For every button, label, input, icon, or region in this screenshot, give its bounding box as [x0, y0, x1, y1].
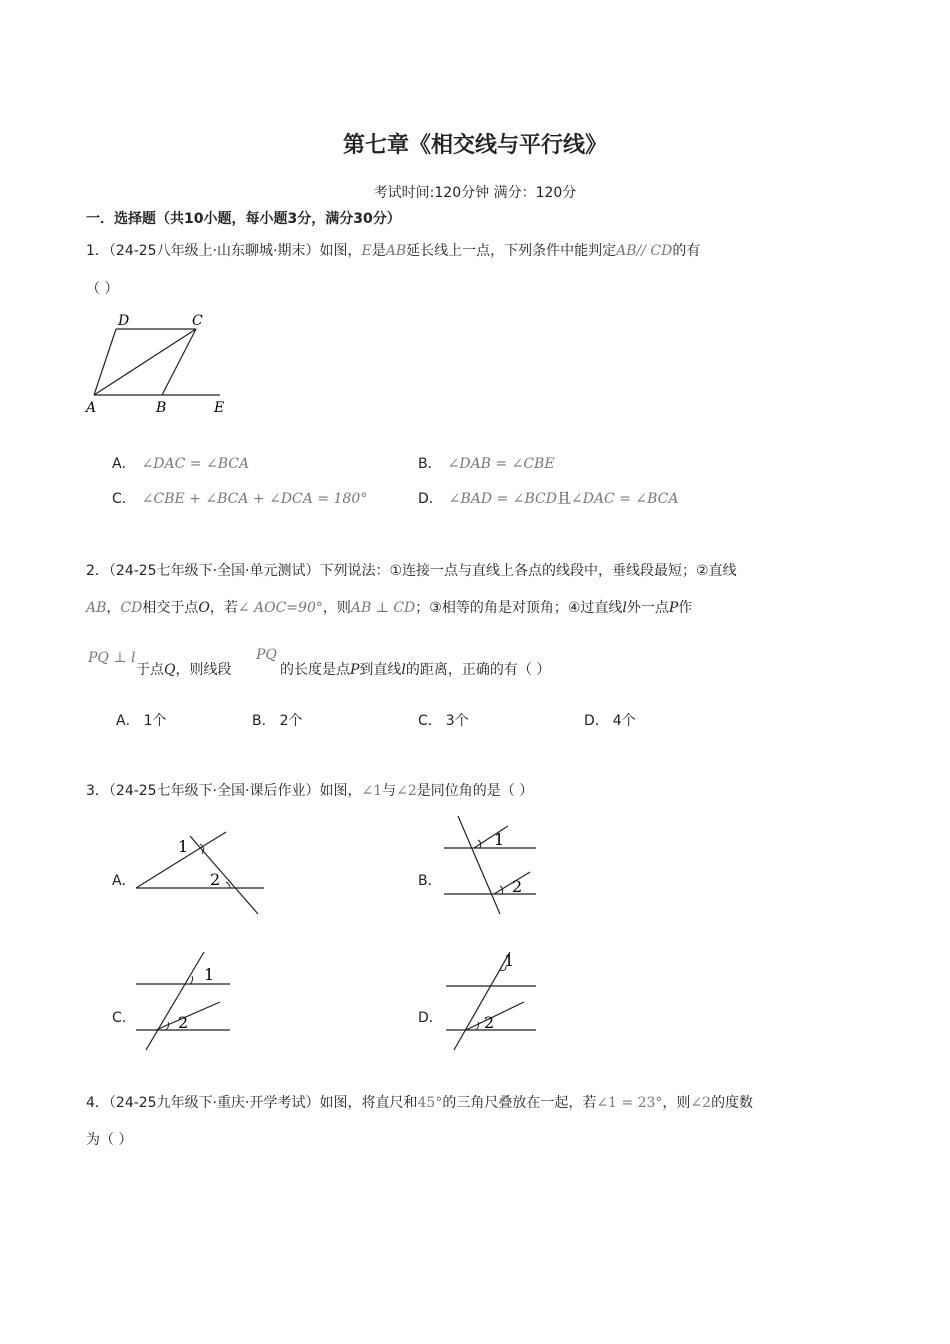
segment-ac [94, 329, 196, 395]
label-e: E [214, 400, 225, 416]
question-2-line-2: AB，CD相交于点O，若∠ AOC=90°，则AB ⊥ CD；③相等的角是对顶角；④过直线l外一点P作 [86, 600, 693, 616]
angle-label-2d: 2 [484, 1013, 495, 1032]
q3-option-b[interactable]: B． [418, 873, 442, 889]
transversal-a [190, 836, 258, 914]
transversal-c [146, 952, 204, 1050]
label-a: A [86, 400, 97, 416]
q3-figure-a [130, 822, 270, 920]
question-2-line-3a: 于点Q，则线段 [136, 662, 232, 678]
angle-arc-1c [190, 976, 193, 984]
q2-option-d[interactable]: D． 4个 [584, 713, 636, 729]
angle-label-2b: 2 [512, 877, 523, 896]
label-c: C [192, 313, 203, 329]
question-4-stem: 4．（24-25九年级下·重庆·开学考试）如图，将直尺和45°的三角尺叠放在一起，若∠1 = 23°，则∠2的度数 [86, 1095, 754, 1111]
question-3-stem: 3．（24-25七年级下·全国·课后作业）如图，∠1与∠2是同位角的是（ ） [86, 783, 534, 799]
q1-option-b[interactable]: B． ∠DAB = ∠CBE [418, 456, 555, 472]
ray-lower-d [466, 1002, 524, 1030]
q1-option-d[interactable]: D． ∠BAD = ∠BCD且∠DAC = ∠BCA [418, 491, 679, 507]
angle-label-2c: 2 [178, 1013, 189, 1032]
question-1-figure [80, 305, 250, 420]
q2-option-c[interactable]: C． 3个 [418, 713, 469, 729]
q3-option-c[interactable]: C． [112, 1010, 136, 1026]
q1-option-a[interactable]: A． ∠DAC = ∠BCA [112, 456, 250, 472]
q1-option-c[interactable]: C． ∠CBE + ∠BCA + ∠DCA = 180° [112, 491, 368, 507]
label-b: B [156, 400, 167, 416]
angle-label-1b: 1 [494, 830, 505, 849]
exam-info: 考试时间:120分钟 满分：120分 [373, 185, 577, 201]
section-heading: 一．选择题（共10小题，每小题3分，满分30分） [86, 211, 401, 227]
segment-ad [94, 329, 116, 395]
question-1-stem: 1．（24-25八年级上·山东聊城·期末）如图，E是AB延长线上一点，下列条件中能判定AB// CD的有 [86, 243, 701, 259]
angle-label-1: 1 [178, 837, 189, 856]
question-4-line-2: 为（ ） [86, 1132, 133, 1148]
q3-option-a[interactable]: A． [112, 873, 136, 889]
angle-arc-2d [476, 1022, 479, 1030]
question-1-blank: （ ） [86, 281, 119, 297]
q2-option-b[interactable]: B． 2个 [252, 713, 303, 729]
question-2-line-3b: 的长度是点P到直线l的距离，正确的有（ ） [280, 662, 551, 678]
q2-math-pq: PQ [256, 647, 277, 663]
transversal-d [454, 952, 510, 1050]
q3-figure-d [440, 946, 545, 1054]
angle-arc-2 [226, 882, 230, 888]
q2-math-pq-perp: PQ ⊥ l [88, 650, 136, 666]
angle-label-1d: 1 [504, 951, 515, 970]
q3-figure-b [440, 812, 545, 918]
q3-option-d[interactable]: D． [418, 1010, 443, 1026]
page-title: 第七章《相交线与平行线》 [342, 133, 607, 158]
angle-label-1c: 1 [204, 965, 215, 984]
q2-option-a[interactable]: A． 1个 [116, 713, 167, 729]
segment-cb [162, 329, 196, 395]
q3-figure-c [130, 946, 235, 1054]
question-2-line-1: 2．（24-25七年级下·全国·单元测试）下列说法：①连接一点与直线上各点的线段中，垂线段最短；②直线 [86, 563, 737, 579]
label-d: D [118, 313, 130, 329]
angle-label-2: 2 [210, 870, 221, 889]
